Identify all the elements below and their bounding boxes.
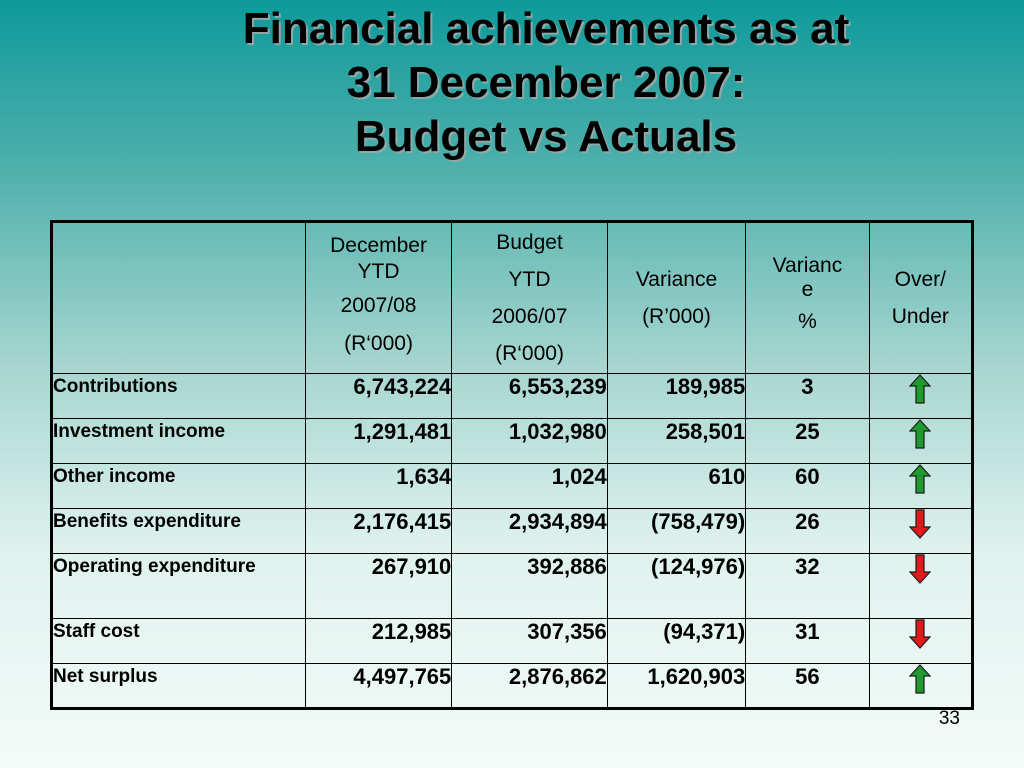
variance-value: (758,479): [607, 509, 745, 554]
variance-value: 189,985: [607, 374, 745, 419]
actual-value: 212,985: [305, 619, 451, 664]
table-row: [52, 509, 973, 554]
header-variance-line-1: Variance: [635, 268, 718, 291]
over-under-cell: [869, 664, 972, 709]
variance-percent: 26: [746, 509, 869, 554]
budget-value: 6,553,239: [452, 374, 608, 419]
down-arrow-icon: [909, 509, 931, 539]
budget-vs-actuals-table: [50, 220, 974, 710]
header-variance-percent: [746, 222, 869, 374]
header-row: [52, 222, 973, 374]
budget-value: 307,356: [452, 619, 608, 664]
variance-percent: 60: [746, 464, 869, 509]
header-empty: [52, 222, 306, 374]
table-row: [52, 619, 973, 664]
variance-value: (124,976): [607, 554, 745, 619]
over-under-cell: [869, 464, 972, 509]
over-under-cell: [869, 554, 972, 619]
title-line-1: Financial achievements as at: [242, 4, 850, 53]
variance-percent: 32: [746, 554, 869, 619]
row-label: Other income: [52, 464, 306, 509]
over-under-cell: [869, 419, 972, 464]
down-arrow-shape: [910, 510, 930, 538]
header-over-under-line-1: Over/: [894, 268, 946, 291]
header-december-ytd-line-3: 2007/08: [340, 294, 417, 317]
header-budget-ytd-line-3: 2006/07: [491, 305, 568, 328]
actual-value: 1,634: [305, 464, 451, 509]
header-over-under: [869, 222, 972, 374]
variance-value: (94,371): [607, 619, 745, 664]
up-arrow-icon: [909, 374, 931, 404]
slide-title: [96, 2, 996, 164]
row-label: Benefits expenditure: [52, 509, 306, 554]
header-december-ytd-line-1: December: [330, 234, 427, 257]
actual-value: 6,743,224: [305, 374, 451, 419]
up-arrow-shape: [910, 420, 930, 448]
variance-value: 1,620,903: [607, 664, 745, 709]
down-arrow-shape: [910, 620, 930, 648]
actual-value: 267,910: [305, 554, 451, 619]
header-variance-percent-line-3: %: [798, 310, 817, 333]
header-december-ytd-line-4: (R‘000): [344, 332, 413, 355]
header-variance-percent-line-2: e: [801, 278, 814, 301]
up-arrow-icon: [909, 664, 931, 694]
actual-value: 4,497,765: [305, 664, 451, 709]
table-row: [52, 464, 973, 509]
budget-value: 2,876,862: [452, 664, 608, 709]
row-label: Net surplus: [52, 664, 306, 709]
variance-value: 258,501: [607, 419, 745, 464]
variance-percent: 3: [746, 374, 869, 419]
page-number: 33: [938, 708, 960, 729]
header-budget-ytd-line-1: Budget: [496, 231, 563, 254]
header-december-ytd-line-2: YTD: [357, 260, 400, 283]
variance-percent: 25: [746, 419, 869, 464]
table-row: [52, 664, 973, 709]
budget-value: 1,032,980: [452, 419, 608, 464]
down-arrow-shape: [910, 555, 930, 583]
header-variance: [607, 222, 745, 374]
header-over-under-line-2: Under: [891, 305, 949, 328]
down-arrow-icon: [909, 619, 931, 649]
title-line-2: 31 December 2007:: [346, 58, 746, 107]
header-variance-line-2: (R’000): [642, 305, 711, 328]
row-label: Staff cost: [52, 619, 306, 664]
over-under-cell: [869, 374, 972, 419]
up-arrow-icon: [909, 419, 931, 449]
header-budget-ytd-line-2: YTD: [508, 268, 551, 291]
up-arrow-shape: [910, 375, 930, 403]
table-row: [52, 374, 973, 419]
budget-value: 2,934,894: [452, 509, 608, 554]
header-budget-ytd: [452, 222, 608, 374]
budget-value: 392,886: [452, 554, 608, 619]
down-arrow-icon: [909, 554, 931, 584]
budget-value: 1,024: [452, 464, 608, 509]
up-arrow-icon: [909, 464, 931, 494]
header-variance-percent-line-1: Varianc: [772, 254, 843, 277]
header-december-ytd: [305, 222, 451, 374]
table-row: [52, 419, 973, 464]
row-label: Contributions: [52, 374, 306, 419]
up-arrow-shape: [910, 465, 930, 493]
table-row: [52, 554, 973, 619]
row-label: Operating expenditure: [52, 554, 306, 619]
over-under-cell: [869, 619, 972, 664]
over-under-cell: [869, 509, 972, 554]
header-budget-ytd-line-4: (R‘000): [495, 342, 564, 365]
variance-percent: 31: [746, 619, 869, 664]
row-label: Investment income: [52, 419, 306, 464]
variance-percent: 56: [746, 664, 869, 709]
variance-value: 610: [607, 464, 745, 509]
up-arrow-shape: [910, 665, 930, 693]
actual-value: 1,291,481: [305, 419, 451, 464]
title-line-3: Budget vs Actuals: [354, 112, 738, 161]
actual-value: 2,176,415: [305, 509, 451, 554]
